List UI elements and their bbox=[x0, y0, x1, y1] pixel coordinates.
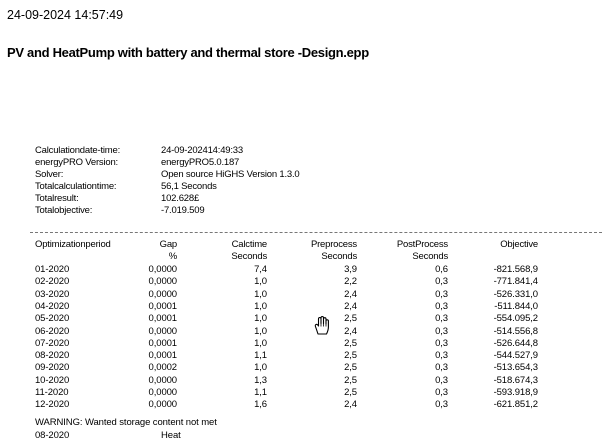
header-period: Optimizationperiod bbox=[35, 239, 111, 250]
info-value: 56,1 Seconds bbox=[161, 181, 217, 192]
cell-period: 11-2020 bbox=[35, 387, 69, 398]
cell-calctime: 1,0 bbox=[254, 313, 267, 325]
cell-objective: -513.654,3 bbox=[493, 362, 538, 374]
cell-postprocess: 0,3 bbox=[435, 399, 448, 411]
info-value: 102.628£ bbox=[161, 193, 200, 204]
cell-gap: 0,0001 bbox=[148, 300, 177, 312]
cell-period: 01-2020 bbox=[35, 264, 70, 275]
cell-period: 03-2020 bbox=[35, 288, 70, 300]
info-value: Open source HiGHS Version 1.3.0 bbox=[161, 169, 300, 180]
cell-calctime: 1,3 bbox=[254, 374, 267, 386]
cell-postprocess: 0,3 bbox=[435, 313, 448, 325]
cell-period: 05-2020 bbox=[35, 313, 70, 325]
cell-preprocess: 2,4 bbox=[344, 399, 357, 411]
info-value: energyPRO5.0.187 bbox=[161, 157, 240, 168]
cell-objective: -544.527,9 bbox=[493, 350, 538, 362]
hand-pointer-icon bbox=[311, 314, 333, 336]
cell-period: 12-2020 bbox=[35, 399, 70, 411]
cell-gap: 0,0001 bbox=[148, 313, 177, 325]
header-postprocess: PostProcess bbox=[396, 239, 448, 250]
info-label: energyPRO Version: bbox=[35, 157, 118, 168]
report-title: PV and HeatPump with battery and thermal store -Design.epp bbox=[7, 45, 369, 60]
cell-objective: -593.918,9 bbox=[493, 387, 538, 398]
cell-calctime: 1,1 bbox=[254, 387, 267, 398]
cell-postprocess: 0,3 bbox=[435, 337, 448, 349]
info-label: Calculationdate-time: bbox=[35, 145, 121, 156]
cell-preprocess: 2,5 bbox=[344, 374, 357, 386]
separator-line bbox=[30, 232, 602, 233]
cell-preprocess: 2,5 bbox=[344, 362, 357, 374]
cell-gap: 0,0000 bbox=[148, 374, 177, 386]
cell-calctime: 1,0 bbox=[254, 300, 267, 312]
header-calctime: Calctime bbox=[231, 239, 267, 250]
info-label: Totalobjective: bbox=[35, 205, 93, 216]
cell-objective: -511.844,0 bbox=[494, 300, 538, 312]
cell-period: 04-2020 bbox=[35, 300, 70, 312]
cell-gap: 0,0001 bbox=[148, 350, 177, 362]
header-calctime-unit: Seconds bbox=[231, 251, 267, 262]
cell-preprocess: 2,4 bbox=[344, 325, 357, 337]
cell-preprocess: 3,9 bbox=[344, 264, 357, 275]
cell-gap: 0,0000 bbox=[148, 288, 177, 300]
cell-objective: -514.556,8 bbox=[493, 325, 538, 337]
warning-text: WARNING: Wanted storage content not met bbox=[35, 417, 217, 428]
cell-objective: -621.851,2 bbox=[493, 399, 538, 411]
cell-preprocess: 2,5 bbox=[344, 313, 357, 325]
cell-postprocess: 0,3 bbox=[435, 300, 448, 312]
cell-objective: -771.841,4 bbox=[493, 276, 538, 288]
cell-postprocess: 0,3 bbox=[435, 374, 448, 386]
cell-preprocess: 2,5 bbox=[344, 337, 357, 349]
cell-period: 08-2020 bbox=[35, 350, 70, 362]
cell-calctime: 1,0 bbox=[254, 337, 267, 349]
cell-postprocess: 0,3 bbox=[435, 387, 448, 398]
header-gap: Gap bbox=[159, 239, 177, 250]
cell-calctime: 1,1 bbox=[254, 350, 267, 362]
info-label: Solver: bbox=[35, 169, 64, 180]
cell-gap: 0,0000 bbox=[148, 399, 177, 411]
report-timestamp: 24-09-2024 14:57:49 bbox=[7, 8, 124, 22]
cell-period: 06-2020 bbox=[35, 325, 70, 337]
cell-calctime: 1,6 bbox=[254, 399, 267, 411]
warning-item: Heat bbox=[161, 430, 181, 441]
cell-postprocess: 0,3 bbox=[435, 350, 448, 362]
header-preprocess-unit: Seconds bbox=[321, 251, 357, 262]
info-value: 24-09-202414:49:33 bbox=[161, 145, 243, 156]
header-postprocess-unit: Seconds bbox=[412, 251, 448, 262]
cell-gap: 0,0001 bbox=[148, 337, 177, 349]
cell-period: 10-2020 bbox=[35, 374, 70, 386]
warning-period: 08-2020 bbox=[35, 430, 70, 441]
header-objective: Objective bbox=[500, 239, 538, 250]
cell-gap: 0,0000 bbox=[148, 387, 177, 398]
cell-preprocess: 2,5 bbox=[344, 387, 357, 398]
cell-objective: -518.674,3 bbox=[493, 374, 538, 386]
info-value: -7.019.509 bbox=[161, 205, 205, 216]
cell-period: 07-2020 bbox=[35, 337, 70, 349]
cell-preprocess: 2,4 bbox=[344, 300, 357, 312]
cell-period: 02-2020 bbox=[35, 276, 70, 288]
cell-postprocess: 0,3 bbox=[435, 325, 448, 337]
cell-preprocess: 2,2 bbox=[344, 276, 357, 288]
cell-gap: 0,0000 bbox=[148, 276, 177, 288]
header-gap-unit: % bbox=[168, 251, 177, 262]
cell-gap: 0,0002 bbox=[148, 362, 177, 374]
cell-calctime: 1,0 bbox=[254, 276, 267, 288]
cell-preprocess: 2,5 bbox=[344, 350, 357, 362]
cell-objective: -526.644,8 bbox=[493, 337, 538, 349]
cell-objective: -526.331,0 bbox=[493, 288, 538, 300]
cell-calctime: 1,0 bbox=[254, 288, 267, 300]
cell-gap: 0,0000 bbox=[148, 325, 177, 337]
info-label: Totalresult: bbox=[35, 193, 79, 204]
cell-gap: 0,0000 bbox=[148, 264, 177, 275]
cell-calctime: 1,0 bbox=[254, 325, 267, 337]
cell-postprocess: 0,3 bbox=[435, 362, 448, 374]
cell-postprocess: 0,3 bbox=[435, 288, 448, 300]
cell-objective: -821.568,9 bbox=[493, 264, 538, 275]
header-preprocess: Preprocess bbox=[310, 239, 357, 250]
cell-period: 09-2020 bbox=[35, 362, 70, 374]
cell-postprocess: 0,3 bbox=[435, 276, 448, 288]
info-label: Totalcalculationtime: bbox=[35, 181, 117, 192]
cell-calctime: 7,4 bbox=[254, 264, 267, 275]
cell-objective: -554.095,2 bbox=[493, 313, 538, 325]
cell-calctime: 1,0 bbox=[254, 362, 267, 374]
cell-postprocess: 0,6 bbox=[435, 264, 448, 275]
cell-preprocess: 2,4 bbox=[344, 288, 357, 300]
